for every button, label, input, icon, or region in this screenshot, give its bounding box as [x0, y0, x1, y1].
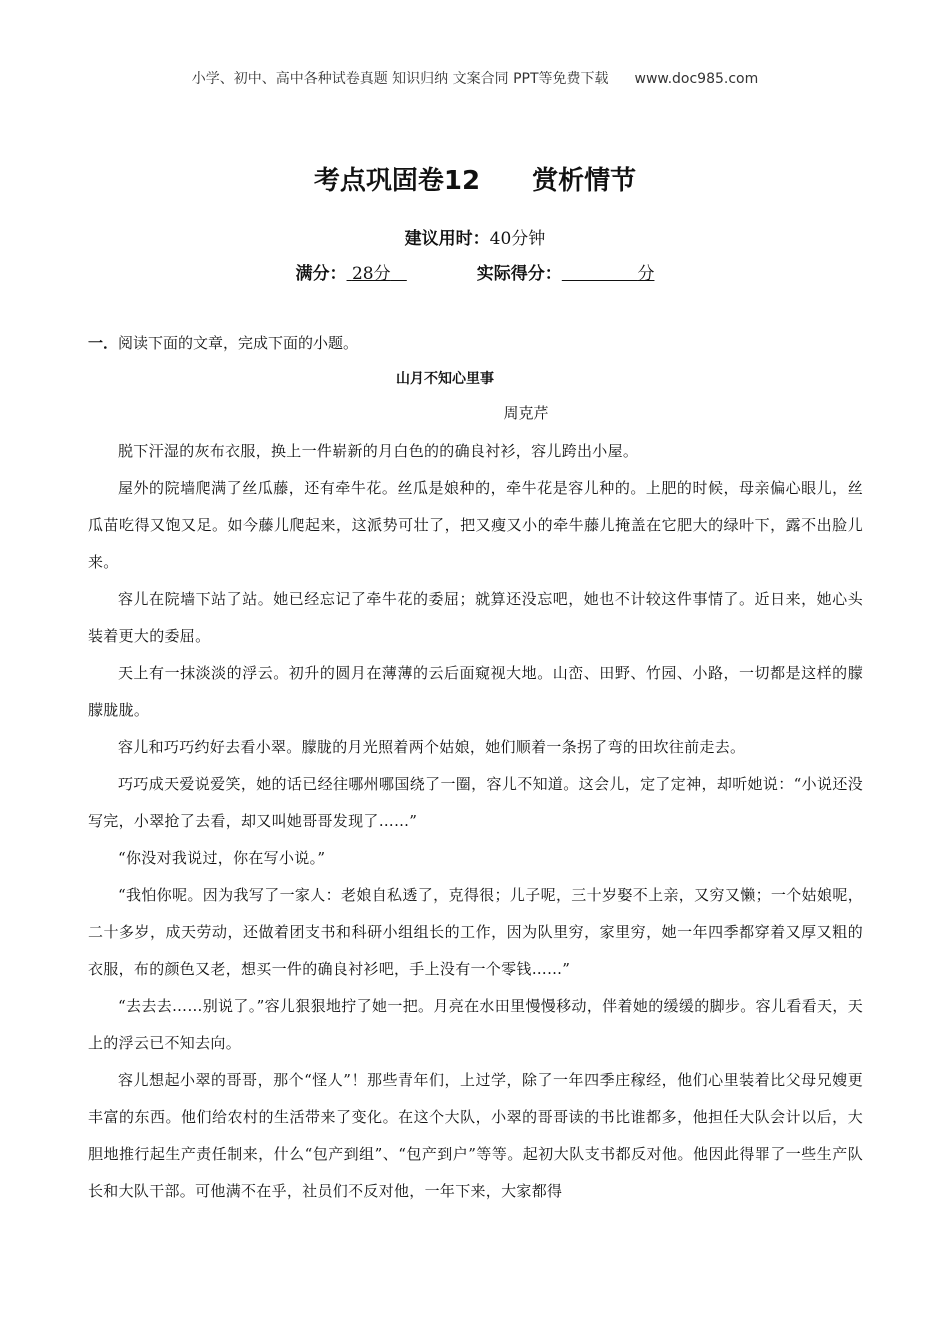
- title-part1: 考点巩固卷12: [313, 166, 481, 196]
- header-promo: 小学、初中、高中各种试卷真题 知识归纳 文案合同 PPT等免费下载: [191, 71, 609, 87]
- actual-score-label: 实际得分：: [476, 264, 562, 284]
- paragraph: 容儿想起小翠的哥哥，那个“怪人”！那些青年们，上过学，除了一年四季庄稼经，他们心里装着比父母兄嫂更丰富的东西。他们给农村的生活带来了变化。在这个大队，小翠的哥哥读的书比谁都多，他担任大队会计以后，大胆地推行起生产责任制来，什么“包产到组”、“包产到户”等等。起初大队支书都反对他。他因此得罪了一些生产队长和大队干部。可他满不在乎，社员们不反对他，一年下来，大家都得: [88, 1071, 863, 1200]
- paragraph: 巧巧成天爱说爱笑，她的话已经往哪州哪国绕了一圈，容儿不知道。这会儿，定了定神，却听她说：“小说还没写完，小翠抢了去看，却又叫她哥哥发现了……”: [88, 775, 863, 830]
- paragraph: “去去去……别说了。”容儿狠狠地拧了她一把。月亮在水田里慢慢移动，伴着她的缓缓的脚步。容儿看看天，天上的浮云已不知去向。: [88, 997, 863, 1052]
- paragraph: “你没对我说过，你在写小说。”: [118, 849, 326, 867]
- time-label: 建议用时：: [404, 229, 490, 249]
- suggested-time: [0, 224, 950, 249]
- paragraph: 容儿在院墙下站了站。她已经忘记了牵牛花的委屈；就算还没忘吧，她也不计较这件事情了。近日来，她心头装着更大的委屈。: [88, 590, 863, 645]
- header-url[interactable]: www.doc985.com: [634, 71, 759, 87]
- actual-score-blank[interactable]: 分: [637, 264, 655, 284]
- article-author: 周克芹: [503, 404, 549, 422]
- paragraph: 天上有一抹淡淡的浮云。初升的圆月在薄薄的云后面窥视大地。山峦、田野、竹园、小路，一切都是这样的朦朦胧胧。: [88, 664, 863, 719]
- score-line: [0, 259, 950, 284]
- article-title: 山月不知心里事: [396, 371, 494, 387]
- question-number: 一．: [88, 334, 119, 352]
- time-value: 40分钟: [489, 229, 546, 249]
- article-body: [88, 433, 863, 1210]
- paragraph: “我怕你呢。因为我写了一家人：老娘自私透了，克得很；儿子呢，三十岁娶不上亲，又穷又懒；一个姑娘呢，二十多岁，成天劳动，还做着团支书和科研小组组长的工作，因为队里穷，家里穷，她一年四季都穿着又厚又粗的衣服，布的颜色又老，想买一件的确良衬衫吧，手上没有一个零钱……”: [88, 886, 863, 978]
- full-score-value: 28分: [351, 264, 391, 284]
- paragraph: 容儿和巧巧约好去看小翠。朦胧的月光照着两个姑娘，她们顺着一条拐了弯的田坎往前走去。: [118, 738, 746, 756]
- paragraph: 脱下汗湿的灰布衣服，换上一件崭新的月白色的的确良衬衫，容儿跨出小屋。: [118, 442, 639, 460]
- question-heading: [88, 332, 358, 353]
- header-bar: [0, 68, 950, 88]
- question-text: 阅读下面的文章，完成下面的小题。: [118, 334, 359, 352]
- full-score-label: 满分：: [295, 264, 347, 284]
- page-title: [0, 160, 950, 197]
- paragraph: 屋外的院墙爬满了丝瓜藤，还有牵牛花。丝瓜是娘种的，牵牛花是容儿种的。上肥的时候，母亲偏心眼儿，丝瓜苗吃得又饱又足。如今藤儿爬起来，这派势可壮了，把又瘦又小的牵牛藤儿掩盖在它肥大的绿叶下，露不出脸儿来。: [88, 479, 863, 571]
- title-part2: 赏析情节: [532, 166, 637, 196]
